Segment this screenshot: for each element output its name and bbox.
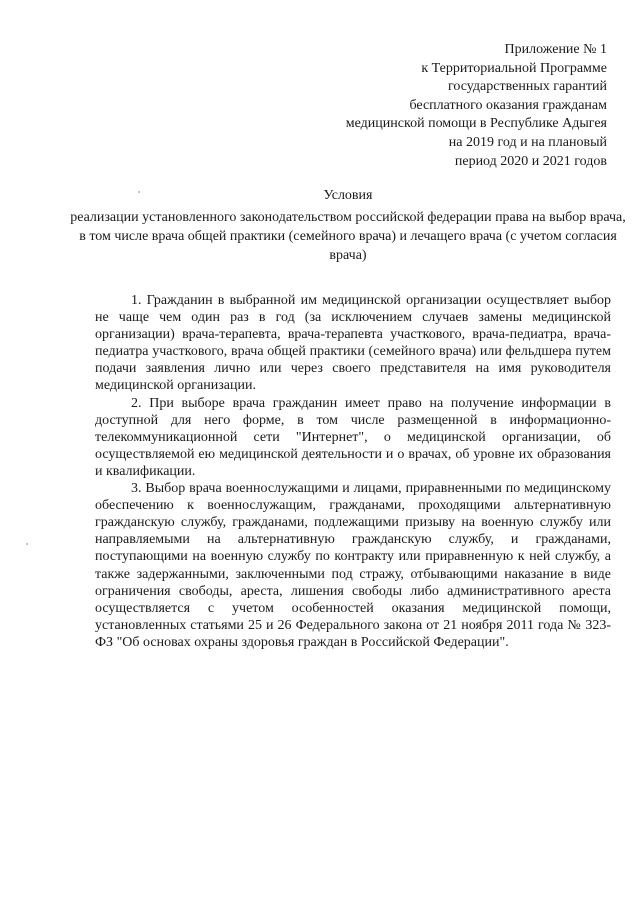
- paragraph-3: 3. Выбор врача военнослужащими и лицами, приравненными по медицинскому обеспечению к военнослужащим, гражданами, проходящими альтернативную гражданскую службу, гражданами, подлежащими призыву на военную службу или направляемыми на альтернативную гражданскую службу, и гражданами, поступающими на военную службу по контракту или приравненную к ней службу, а также задержанными, заключенными под стражу, отбывающими наказание в виде ограничения свободы, ареста, лишения свободы либо административного ареста осуществляется с учетом особенностей оказания медицинской помощи, установленных статьями 25 и 26 Федерального закона от 21 ноября 2011 года № 323-ФЗ "Об основах охраны здоровья граждан в Российской Федерации".: [95, 481, 611, 650]
- appendix-line-3: государственных гарантий: [448, 79, 607, 95]
- title-heading: Условия: [323, 188, 373, 203]
- document-title: [68, 186, 628, 265]
- title-subtitle: реализации установленного законодательством российской федерации права на выбор врача, в том числе врача общей практики (семейного врача) и лечащего врача (с учетом согласия врача): [70, 210, 626, 263]
- document-body: [95, 292, 611, 651]
- paragraph-2: 2. При выборе врача гражданин имеет право на получение информации в доступной для него форме, в том числе размещенной в информационно-телекоммуникационной сети "Интернет", о медицинской организации, об осуществляемой ею медицинской деятельности и о врачах, об уровне их образования и квалификации.: [95, 395, 611, 479]
- appendix-line-7: период 2020 и 2021 годов: [454, 153, 607, 169]
- scan-artifact: [26, 543, 28, 545]
- appendix-line-1: Приложение № 1: [504, 42, 607, 57]
- appendix-line-4: бесплатного оказания гражданам: [409, 97, 607, 113]
- appendix-line-5: медицинской помощи в Республике Адыгея: [345, 116, 607, 132]
- appendix-block: [247, 41, 607, 171]
- paragraph-1: 1. Гражданин в выбранной им медицинской организации осуществляет выбор не чаще чем один раз в год (за исключением случаев замены медицинской организации) врача-терапевта, врача-терапевта участкового, врача-педиатра, врача-педиатра участкового, врача общей практики (семейного врача) или фельдшера путем подачи заявления лично или через своего представителя на имя руководителя медицинской организации.: [95, 293, 611, 394]
- scan-artifact: [138, 191, 140, 193]
- appendix-line-2: к Территориальной Программе: [421, 60, 607, 76]
- appendix-line-6: на 2019 год и на плановый: [448, 134, 607, 150]
